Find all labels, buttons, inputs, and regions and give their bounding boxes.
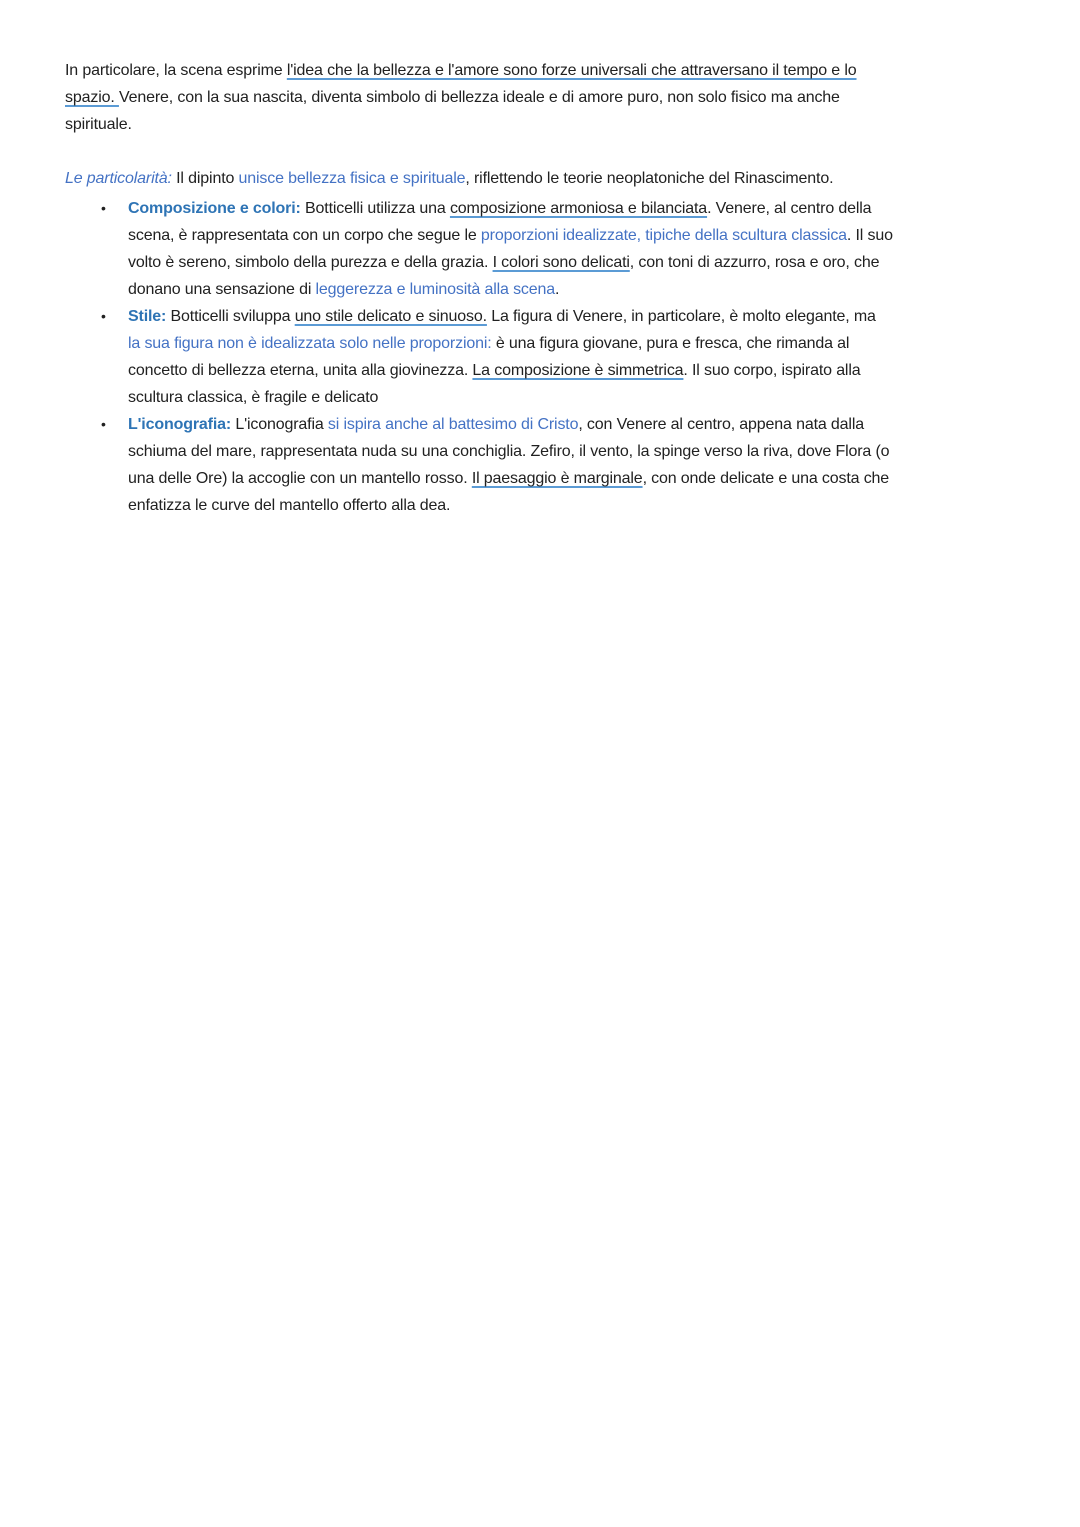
- text-run-blue: proporzioni idealizzate, tipiche della scultura classica: [480, 227, 847, 244]
- text-run-blue-bold: Composizione e colori:: [128, 200, 301, 217]
- text-run-blue-bold: Stile:: [128, 308, 167, 325]
- text-line: [128, 492, 1080, 519]
- bullet-marker: •: [101, 200, 106, 216]
- text-run-plain: Botticelli sviluppa: [166, 308, 295, 325]
- text-run-plain: concetto di bellezza eterna, unita alla giovinezza.: [128, 362, 473, 379]
- text-run-plain: . Il suo corpo, ispirato alla: [683, 362, 861, 379]
- text-run-plain: La figura di Venere, in particolare, è molto elegante, ma: [486, 308, 876, 325]
- text-line: [128, 384, 1080, 411]
- text-run-blue: unisce bellezza fisica e spirituale: [238, 170, 466, 187]
- text-run-plain: , con onde delicate e una costa che: [642, 470, 890, 487]
- text-run-underline: uno stile delicato e sinuoso.: [294, 308, 487, 325]
- bullet-marker: •: [101, 416, 106, 432]
- text-run-plain: L'iconografia: [231, 416, 328, 433]
- text-run-blue-bold: L'iconografia:: [128, 416, 232, 433]
- text-line: [65, 57, 1080, 84]
- text-line: [128, 276, 1080, 303]
- intro-paragraph: [65, 57, 1080, 138]
- text-line: [128, 303, 1080, 330]
- text-run-plain: Il dipinto: [171, 170, 239, 187]
- text-run-plain: Venere, con la sua nascita, diventa simbolo di bellezza ideale e di amore puro, non solo fisico ma anche: [118, 89, 840, 106]
- particolarita-paragraph: [65, 165, 1080, 192]
- text-run-plain: In particolare, la scena esprime: [65, 62, 287, 79]
- document-content: [65, 57, 1080, 519]
- text-run-blue: la sua figura non è idealizzata solo nelle proporzioni:: [128, 335, 492, 352]
- bullet-list: [65, 195, 1080, 519]
- text-run-plain: scena, è rappresentata con un corpo che segue le: [128, 227, 481, 244]
- bullet-stile: [65, 303, 1080, 411]
- text-run-plain: .: [555, 281, 560, 298]
- text-run-blue: leggerezza e luminosità alla scena: [315, 281, 556, 298]
- text-run-plain: . Venere, al centro della: [707, 200, 872, 217]
- text-line: [128, 438, 1080, 465]
- text-run-plain: spirituale.: [65, 116, 132, 133]
- text-run-plain: enfatizza le curve del mantello offerto alla dea.: [128, 497, 451, 514]
- text-run-underline: La composizione è simmetrica: [472, 362, 684, 379]
- text-line: [65, 165, 1080, 192]
- text-run-plain: schiuma del mare, rappresentata nuda su una conchiglia. Zefiro, il vento, la spinge verso la riva, dove Flora (o: [128, 443, 890, 460]
- bullet-composizione-e-colori: [65, 195, 1080, 303]
- text-run-plain: è una figura giovane, pura e fresca, che rimanda al: [491, 335, 850, 352]
- text-run-plain: . Il suo: [846, 227, 893, 244]
- text-run-plain: , riflettendo le teorie neoplatoniche del Rinascimento.: [465, 170, 834, 187]
- text-run-plain: Botticelli utilizza una: [300, 200, 450, 217]
- text-line: [128, 195, 1080, 222]
- text-line: [128, 222, 1080, 249]
- text-run-plain: una delle Ore) la accoglie con un mantello rosso.: [128, 470, 472, 487]
- text-run-underline: Il paesaggio è marginale: [471, 470, 643, 487]
- text-run-underline: composizione armoniosa e bilanciata: [449, 200, 708, 217]
- bullet-marker: •: [101, 308, 106, 324]
- text-line: [128, 357, 1080, 384]
- bullet-iconografia: [65, 411, 1080, 519]
- text-run-plain: donano una sensazione di: [128, 281, 316, 298]
- text-line: [65, 111, 1080, 138]
- text-line: [128, 411, 1080, 438]
- text-run-blue: si ispira anche al battesimo di Cristo: [327, 416, 579, 433]
- text-run-blue-italic: Le particolarità:: [65, 170, 172, 187]
- text-line: [128, 465, 1080, 492]
- text-line: [128, 330, 1080, 357]
- text-run-plain: volto è sereno, simbolo della purezza e della grazia.: [128, 254, 493, 271]
- text-run-plain: , con Venere al centro, appena nata dalla: [578, 416, 864, 433]
- text-run-underline: spazio.: [65, 89, 119, 106]
- text-line: [128, 249, 1080, 276]
- text-line: [65, 84, 1080, 111]
- text-run-plain: scultura classica, è fragile e delicato: [128, 389, 379, 406]
- text-run-plain: , con toni di azzurro, rosa e oro, che: [629, 254, 880, 271]
- text-run-underline: l'idea che la bellezza e l'amore sono forze universali che attraversano il tempo e lo: [286, 62, 857, 79]
- text-run-underline: I colori sono delicati: [492, 254, 630, 271]
